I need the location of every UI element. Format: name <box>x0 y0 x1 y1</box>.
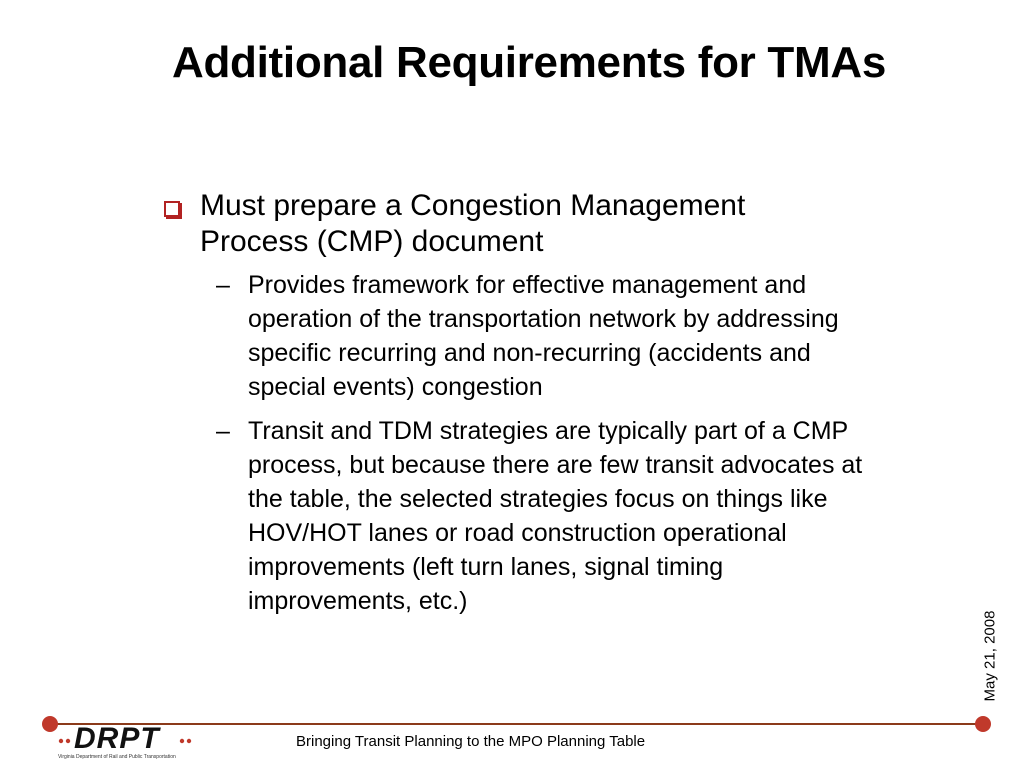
drpt-logo <box>58 724 198 764</box>
sub-bullet-text: Provides framework for effective management and operation of the transportation network by addressing specific recurring and non-recurring (accidents and special events) congestion <box>248 271 839 401</box>
footer-text: Bringing Transit Planning to the MPO Planning Table <box>296 733 646 750</box>
logo-subtitle: Virginia Department of Rail and Public Transportation <box>58 754 176 760</box>
sub-bullet-item <box>216 414 866 618</box>
square-bullet-icon <box>164 201 180 217</box>
slide-title: Additional Requirements for TMAs <box>172 38 886 87</box>
sub-bullet-text: Transit and TDM strategies are typically part of a CMP process, but because there are few transit advocates at the table, the selected strategies focus on things like HOV/HOT lanes or road construction operational improvements (left turn lanes, signal timing improvements, etc.) <box>248 417 863 615</box>
dash-marker: – <box>216 271 230 299</box>
left-endpoint-dot-icon <box>42 716 58 732</box>
sub-bullet-item <box>216 268 866 404</box>
main-bullet-text: Must prepare a Congestion Management Process (CMP) document <box>200 189 746 258</box>
right-endpoint-dot-icon <box>975 716 991 732</box>
slide-date: May 21, 2008 <box>981 610 999 702</box>
sub-bullet-list <box>216 268 866 618</box>
dash-marker: – <box>216 417 230 445</box>
logo-wordmark: DRPT <box>74 722 160 755</box>
main-bullet <box>164 188 864 628</box>
